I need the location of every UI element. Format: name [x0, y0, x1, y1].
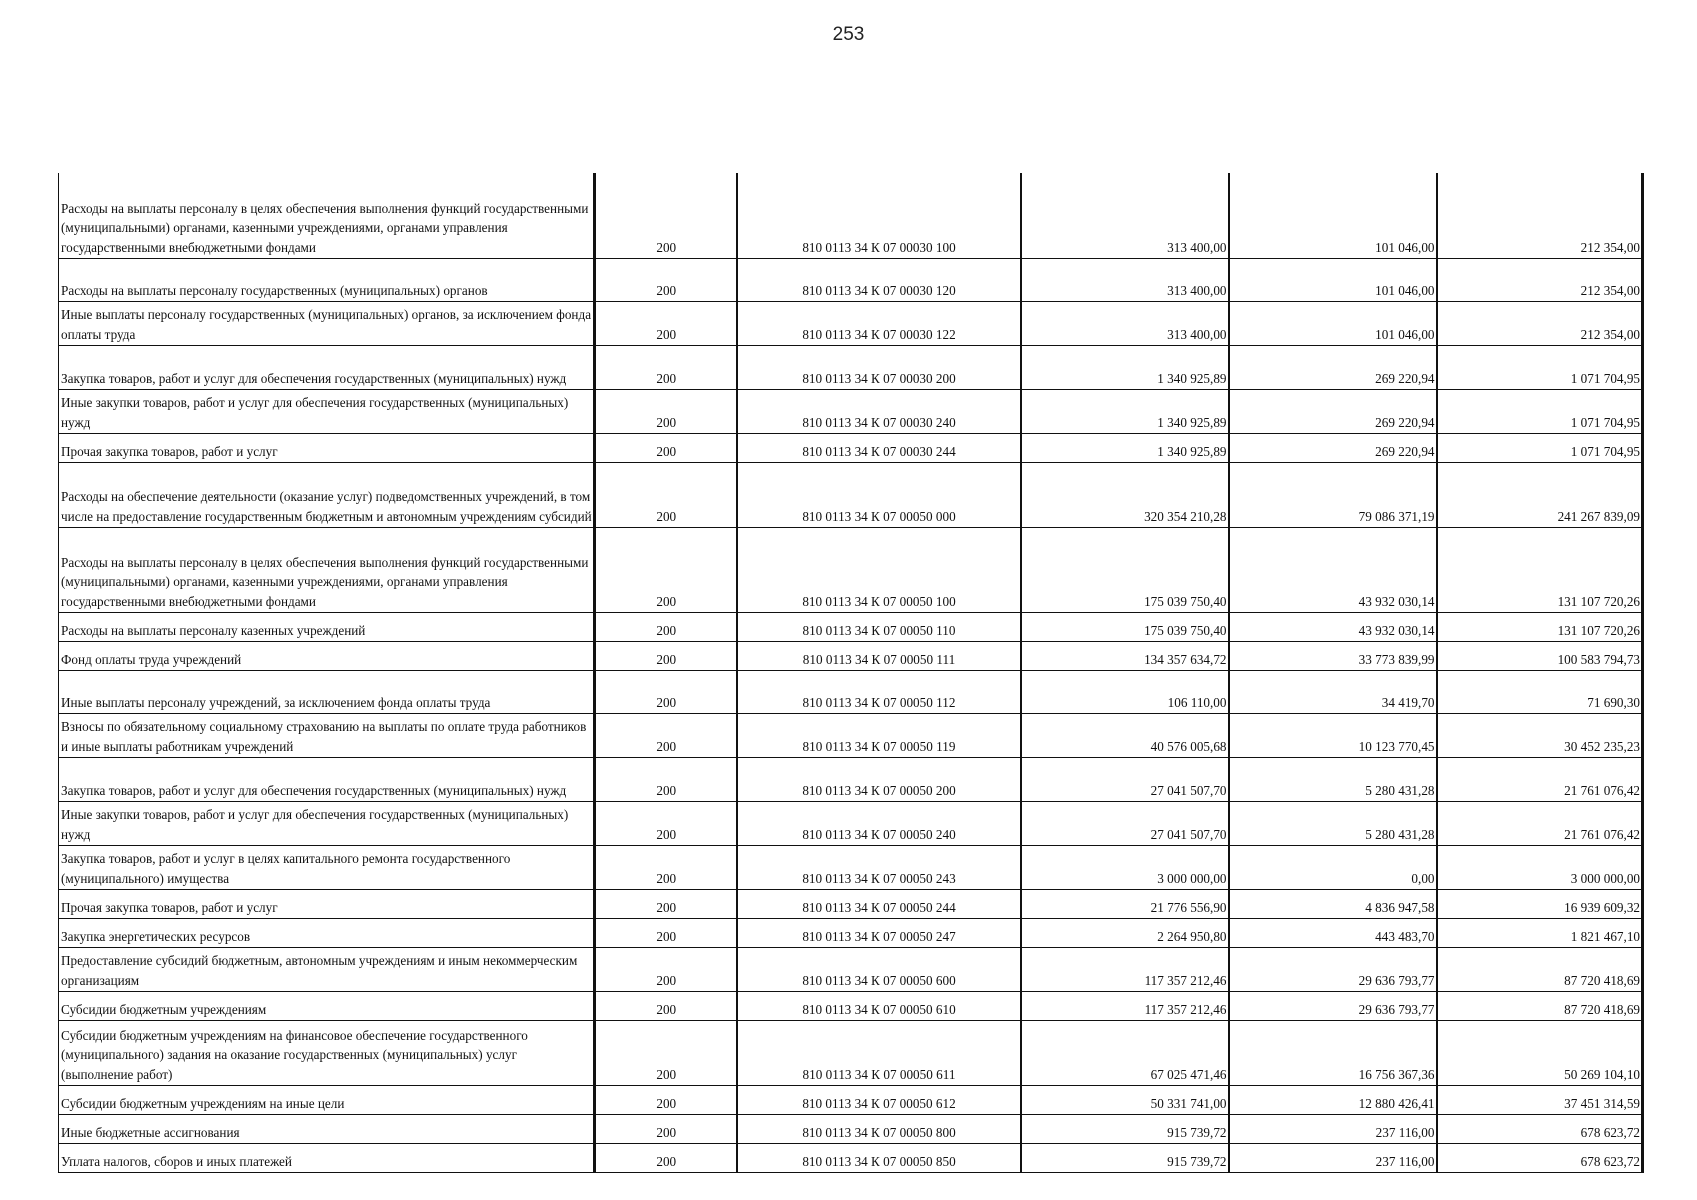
- row-executed-amount: 269 220,94: [1229, 346, 1437, 390]
- row-unexecuted-amount: 131 107 720,26: [1437, 613, 1643, 642]
- row-unexecuted-amount: 212 354,00: [1437, 302, 1643, 346]
- row-budget-code: 810 0113 34 К 07 00030 122: [737, 302, 1021, 346]
- row-line-code: 200: [595, 992, 737, 1021]
- row-approved-amount: 67 025 471,46: [1021, 1021, 1229, 1086]
- row-line-code: 200: [595, 758, 737, 802]
- row-approved-amount: 27 041 507,70: [1021, 758, 1229, 802]
- row-executed-amount: 43 932 030,14: [1229, 613, 1437, 642]
- row-budget-code: 810 0113 34 К 07 00030 200: [737, 346, 1021, 390]
- row-approved-amount: 915 739,72: [1021, 1115, 1229, 1144]
- row-name: Иные закупки товаров, работ и услуг для обеспечения государственных (муниципальных) нужд: [59, 390, 595, 434]
- row-executed-amount: 16 756 367,36: [1229, 1021, 1437, 1086]
- row-line-code: 200: [595, 1021, 737, 1086]
- row-name: Фонд оплаты труда учреждений: [59, 642, 595, 671]
- row-line-code: 200: [595, 173, 737, 259]
- row-budget-code: 810 0113 34 К 07 00050 112: [737, 671, 1021, 714]
- table-body: [59, 173, 1643, 1173]
- row-line-code: 200: [595, 346, 737, 390]
- row-executed-amount: 10 123 770,45: [1229, 714, 1437, 758]
- row-unexecuted-amount: 87 720 418,69: [1437, 992, 1643, 1021]
- row-unexecuted-amount: 3 000 000,00: [1437, 846, 1643, 890]
- row-name: Расходы на выплаты персоналу в целях обеспечения выполнения функций государственными (муниципальными) органами, казенными учреждениями, органами управления государственными внебюджетными фондами: [59, 173, 595, 259]
- table-row: [59, 1115, 1643, 1144]
- row-unexecuted-amount: 1 071 704,95: [1437, 390, 1643, 434]
- row-unexecuted-amount: 1 071 704,95: [1437, 346, 1643, 390]
- row-budget-code: 810 0113 34 К 07 00050 243: [737, 846, 1021, 890]
- row-line-code: 200: [595, 1115, 737, 1144]
- table-row: [59, 528, 1643, 613]
- row-budget-code: 810 0113 34 К 07 00050 110: [737, 613, 1021, 642]
- row-line-code: 200: [595, 528, 737, 613]
- row-unexecuted-amount: 21 761 076,42: [1437, 802, 1643, 846]
- row-budget-code: 810 0113 34 К 07 00030 240: [737, 390, 1021, 434]
- row-executed-amount: 29 636 793,77: [1229, 948, 1437, 992]
- row-unexecuted-amount: 1 071 704,95: [1437, 434, 1643, 463]
- row-approved-amount: 320 354 210,28: [1021, 463, 1229, 528]
- row-unexecuted-amount: 1 821 467,10: [1437, 919, 1643, 948]
- row-line-code: 200: [595, 259, 737, 302]
- row-line-code: 200: [595, 302, 737, 346]
- row-approved-amount: 175 039 750,40: [1021, 613, 1229, 642]
- table-row: [59, 642, 1643, 671]
- table-row: [59, 613, 1643, 642]
- table-row: [59, 758, 1643, 802]
- row-unexecuted-amount: 37 451 314,59: [1437, 1086, 1643, 1115]
- row-unexecuted-amount: 87 720 418,69: [1437, 948, 1643, 992]
- row-budget-code: 810 0113 34 К 07 00050 200: [737, 758, 1021, 802]
- row-budget-code: 810 0113 34 К 07 00050 850: [737, 1144, 1021, 1173]
- table-row: [59, 259, 1643, 302]
- row-line-code: 200: [595, 890, 737, 919]
- row-budget-code: 810 0113 34 К 07 00050 612: [737, 1086, 1021, 1115]
- row-approved-amount: 134 357 634,72: [1021, 642, 1229, 671]
- row-approved-amount: 21 776 556,90: [1021, 890, 1229, 919]
- row-budget-code: 810 0113 34 К 07 00030 120: [737, 259, 1021, 302]
- table-row: [59, 992, 1643, 1021]
- table-row: [59, 173, 1643, 259]
- row-executed-amount: 43 932 030,14: [1229, 528, 1437, 613]
- row-approved-amount: 1 340 925,89: [1021, 346, 1229, 390]
- row-budget-code: 810 0113 34 К 07 00050 800: [737, 1115, 1021, 1144]
- row-budget-code: 810 0113 34 К 07 00050 611: [737, 1021, 1021, 1086]
- row-budget-code: 810 0113 34 К 07 00050 000: [737, 463, 1021, 528]
- row-name: Закупка энергетических ресурсов: [59, 919, 595, 948]
- row-budget-code: 810 0113 34 К 07 00050 247: [737, 919, 1021, 948]
- row-unexecuted-amount: 100 583 794,73: [1437, 642, 1643, 671]
- table-row: [59, 919, 1643, 948]
- row-line-code: 200: [595, 1144, 737, 1173]
- row-approved-amount: 50 331 741,00: [1021, 1086, 1229, 1115]
- page-number: 253: [832, 24, 865, 45]
- table-row: [59, 714, 1643, 758]
- row-unexecuted-amount: 678 623,72: [1437, 1115, 1643, 1144]
- table-row: [59, 802, 1643, 846]
- row-name: Закупка товаров, работ и услуг в целях капитального ремонта государственного (муниципального) имущества: [59, 846, 595, 890]
- row-line-code: 200: [595, 390, 737, 434]
- row-executed-amount: 5 280 431,28: [1229, 758, 1437, 802]
- row-unexecuted-amount: 16 939 609,32: [1437, 890, 1643, 919]
- row-approved-amount: 117 357 212,46: [1021, 948, 1229, 992]
- table-row: [59, 302, 1643, 346]
- row-name: Расходы на выплаты персоналу государственных (муниципальных) органов: [59, 259, 595, 302]
- row-budget-code: 810 0113 34 К 07 00050 111: [737, 642, 1021, 671]
- row-approved-amount: 2 264 950,80: [1021, 919, 1229, 948]
- row-executed-amount: 79 086 371,19: [1229, 463, 1437, 528]
- row-budget-code: 810 0113 34 К 07 00050 240: [737, 802, 1021, 846]
- table-row: [59, 1086, 1643, 1115]
- row-line-code: 200: [595, 463, 737, 528]
- row-unexecuted-amount: 212 354,00: [1437, 259, 1643, 302]
- table-row: [59, 463, 1643, 528]
- row-budget-code: 810 0113 34 К 07 00050 244: [737, 890, 1021, 919]
- table-row: [59, 346, 1643, 390]
- row-executed-amount: 269 220,94: [1229, 434, 1437, 463]
- row-name: Иные выплаты персоналу государственных (муниципальных) органов, за исключением фонда оплаты труда: [59, 302, 595, 346]
- row-budget-code: 810 0113 34 К 07 00050 610: [737, 992, 1021, 1021]
- row-approved-amount: 313 400,00: [1021, 173, 1229, 259]
- row-executed-amount: 269 220,94: [1229, 390, 1437, 434]
- row-unexecuted-amount: 678 623,72: [1437, 1144, 1643, 1173]
- row-executed-amount: 33 773 839,99: [1229, 642, 1437, 671]
- row-line-code: 200: [595, 1086, 737, 1115]
- row-executed-amount: 237 116,00: [1229, 1115, 1437, 1144]
- table-row: [59, 671, 1643, 714]
- table-row: [59, 434, 1643, 463]
- row-line-code: 200: [595, 948, 737, 992]
- row-approved-amount: 915 739,72: [1021, 1144, 1229, 1173]
- row-line-code: 200: [595, 919, 737, 948]
- row-name: Субсидии бюджетным учреждениям на иные цели: [59, 1086, 595, 1115]
- row-executed-amount: 101 046,00: [1229, 173, 1437, 259]
- row-approved-amount: 106 110,00: [1021, 671, 1229, 714]
- row-name: Субсидии бюджетным учреждениям: [59, 992, 595, 1021]
- row-name: Закупка товаров, работ и услуг для обеспечения государственных (муниципальных) нужд: [59, 758, 595, 802]
- row-budget-code: 810 0113 34 К 07 00050 119: [737, 714, 1021, 758]
- row-approved-amount: 1 340 925,89: [1021, 390, 1229, 434]
- table-row: [59, 1021, 1643, 1086]
- row-executed-amount: 101 046,00: [1229, 259, 1437, 302]
- table-row: [59, 390, 1643, 434]
- row-unexecuted-amount: 241 267 839,09: [1437, 463, 1643, 528]
- row-name: Расходы на обеспечение деятельности (оказание услуг) подведомственных учреждений, в том числе на предоставление государственным бюджетным и автономным учреждениям субсидий: [59, 463, 595, 528]
- row-unexecuted-amount: 71 690,30: [1437, 671, 1643, 714]
- row-executed-amount: 443 483,70: [1229, 919, 1437, 948]
- row-name: Иные бюджетные ассигнования: [59, 1115, 595, 1144]
- row-name: Прочая закупка товаров, работ и услуг: [59, 890, 595, 919]
- row-approved-amount: 1 340 925,89: [1021, 434, 1229, 463]
- row-name: Уплата налогов, сборов и иных платежей: [59, 1144, 595, 1173]
- row-executed-amount: 0,00: [1229, 846, 1437, 890]
- row-unexecuted-amount: 21 761 076,42: [1437, 758, 1643, 802]
- row-name: Иные выплаты персоналу учреждений, за исключением фонда оплаты труда: [59, 671, 595, 714]
- row-budget-code: 810 0113 34 К 07 00030 244: [737, 434, 1021, 463]
- row-line-code: 200: [595, 613, 737, 642]
- table-row: [59, 1144, 1643, 1173]
- row-line-code: 200: [595, 714, 737, 758]
- row-name: Субсидии бюджетным учреждениям на финансовое обеспечение государственного (муниципального) задания на оказание государственных (муниципальных) услуг (выполнение работ): [59, 1021, 595, 1086]
- row-executed-amount: 12 880 426,41: [1229, 1086, 1437, 1115]
- row-name: Закупка товаров, работ и услуг для обеспечения государственных (муниципальных) нужд: [59, 346, 595, 390]
- row-budget-code: 810 0113 34 К 07 00050 600: [737, 948, 1021, 992]
- row-unexecuted-amount: 50 269 104,10: [1437, 1021, 1643, 1086]
- row-line-code: 200: [595, 802, 737, 846]
- row-name: Расходы на выплаты персоналу в целях обеспечения выполнения функций государственными (муниципальными) органами, казенными учреждениями, органами управления государственными внебюджетными фондами: [59, 528, 595, 613]
- row-approved-amount: 27 041 507,70: [1021, 802, 1229, 846]
- row-line-code: 200: [595, 434, 737, 463]
- row-budget-code: 810 0113 34 К 07 00050 100: [737, 528, 1021, 613]
- table-row: [59, 890, 1643, 919]
- row-executed-amount: 34 419,70: [1229, 671, 1437, 714]
- row-budget-code: 810 0113 34 К 07 00030 100: [737, 173, 1021, 259]
- row-name: Предоставление субсидий бюджетным, автономным учреждениям и иным некоммерческим организациям: [59, 948, 595, 992]
- row-approved-amount: 117 357 212,46: [1021, 992, 1229, 1021]
- row-name: Прочая закупка товаров, работ и услуг: [59, 434, 595, 463]
- row-executed-amount: 5 280 431,28: [1229, 802, 1437, 846]
- row-approved-amount: 40 576 005,68: [1021, 714, 1229, 758]
- row-name: Взносы по обязательному социальному страхованию на выплаты по оплате труда работников и иные выплаты работникам учреждений: [59, 714, 595, 758]
- budget-execution-table: [58, 173, 1644, 1173]
- row-executed-amount: 101 046,00: [1229, 302, 1437, 346]
- row-approved-amount: 3 000 000,00: [1021, 846, 1229, 890]
- table-row: [59, 948, 1643, 992]
- row-approved-amount: 313 400,00: [1021, 259, 1229, 302]
- row-line-code: 200: [595, 671, 737, 714]
- row-executed-amount: 29 636 793,77: [1229, 992, 1437, 1021]
- row-unexecuted-amount: 131 107 720,26: [1437, 528, 1643, 613]
- row-unexecuted-amount: 212 354,00: [1437, 173, 1643, 259]
- row-line-code: 200: [595, 846, 737, 890]
- row-executed-amount: 237 116,00: [1229, 1144, 1437, 1173]
- row-approved-amount: 175 039 750,40: [1021, 528, 1229, 613]
- row-line-code: 200: [595, 642, 737, 671]
- row-name: Расходы на выплаты персоналу казенных учреждений: [59, 613, 595, 642]
- row-executed-amount: 4 836 947,58: [1229, 890, 1437, 919]
- table-row: [59, 846, 1643, 890]
- row-name: Иные закупки товаров, работ и услуг для обеспечения государственных (муниципальных) нужд: [59, 802, 595, 846]
- row-unexecuted-amount: 30 452 235,23: [1437, 714, 1643, 758]
- row-approved-amount: 313 400,00: [1021, 302, 1229, 346]
